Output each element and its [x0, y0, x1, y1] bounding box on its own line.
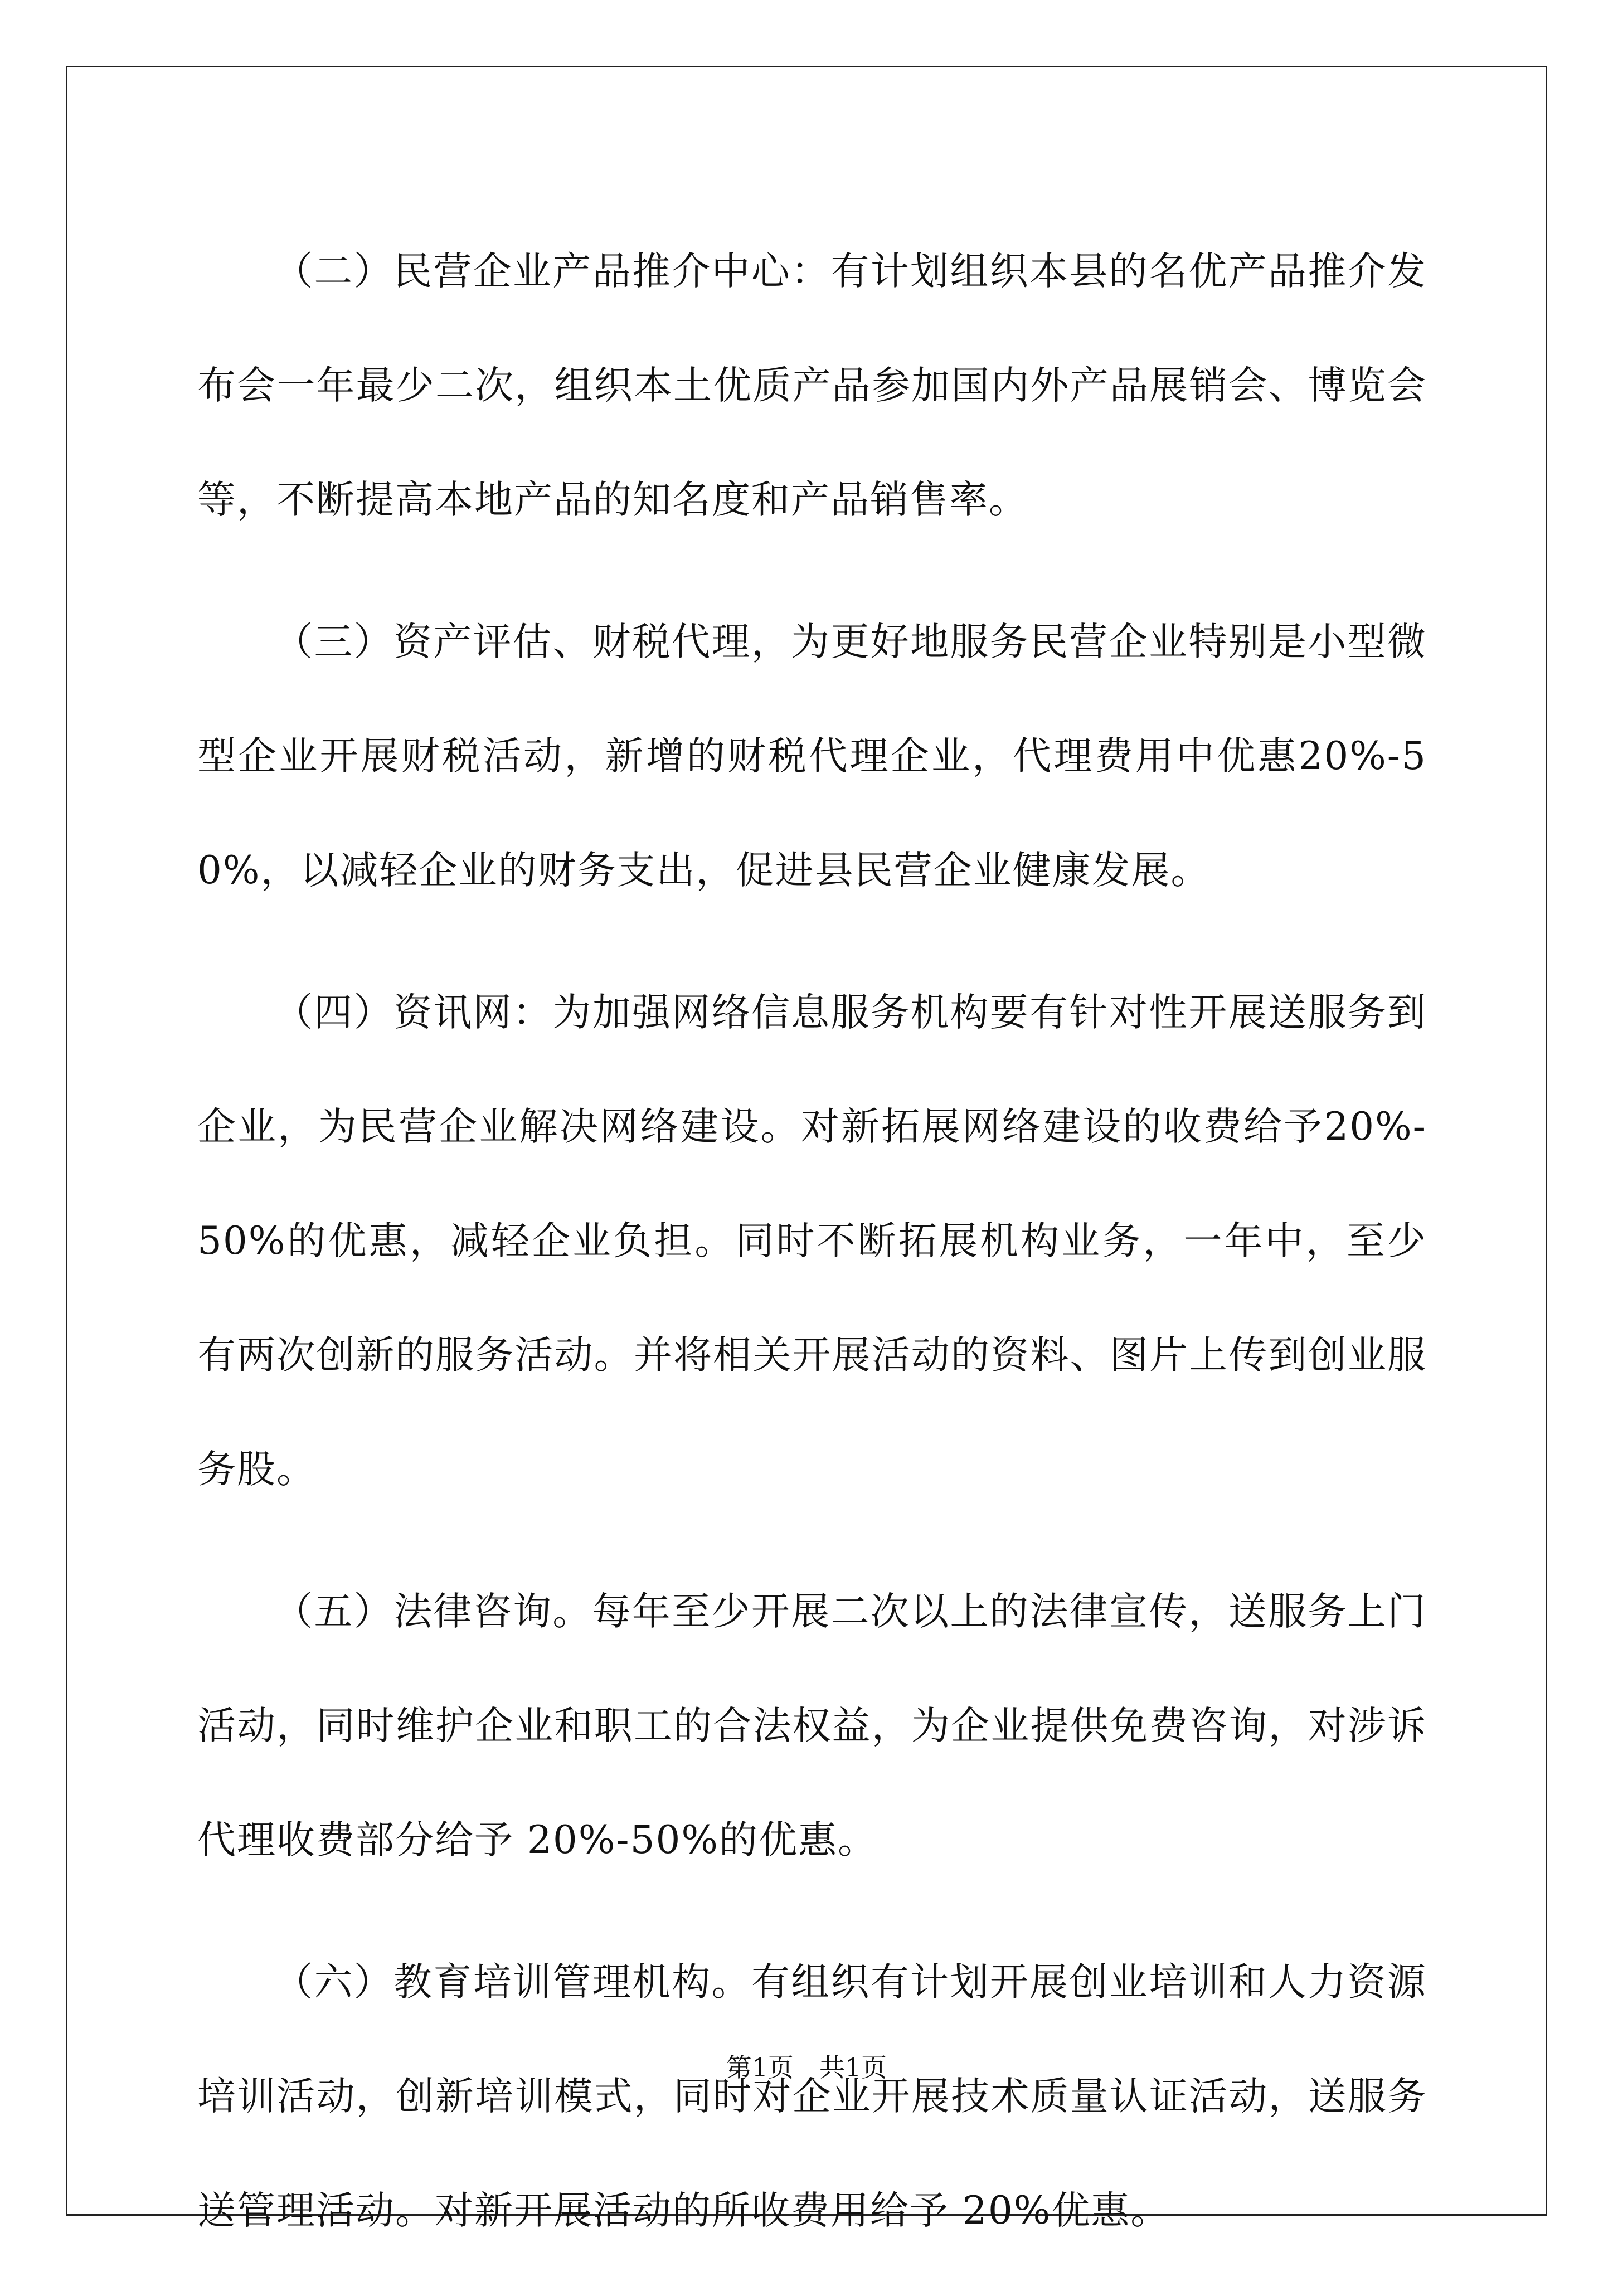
document-body: [197, 215, 1427, 2296]
paragraph-section-4: （四）资讯网：为加强网络信息服务机构要有针对性开展送服务到企业，为民营企业解决网络建设。对新拓展网络建设的收费给予20%-50%的优惠，减轻企业负担。同时不断拓展机构业务，一年中，至少有两次创新的服务活动。并将相关开展活动的资料、图片上传到创业服务股。: [197, 990, 1427, 1492]
paragraph-section-6: （六）教育培训管理机构。有组织有计划开展创业培训和人力资源培训活动，创新培训模式，同时对企业开展技术质量认证活动，送服务送管理活动。对新开展活动的所收费用给予 20%优惠。: [197, 1960, 1427, 2233]
page-footer: 第1页 共1页: [726, 2052, 887, 2083]
paragraph-section-2: （二）民营企业产品推介中心：有计划组织本县的名优产品推介发布会一年最少二次，组织本土优质产品参加国内外产品展销会、博览会等，不断提高本地产品的知名度和产品销售率。: [197, 249, 1427, 522]
paragraph-section-3: （三）资产评估、财税代理，为更好地服务民营企业特别是小型微型企业开展财税活动，新增的财税代理企业，代理费用中优惠20%-50%，以减轻企业的财务支出，促进县民营企业健康发展。: [197, 620, 1427, 893]
paragraph-section-5: （五）法律咨询。每年至少开展二次以上的法律宣传，送服务上门活动，同时维护企业和职工的合法权益，为企业提供免费咨询，对涉诉代理收费部分给予 20%-50%的优惠。: [197, 1589, 1427, 1862]
